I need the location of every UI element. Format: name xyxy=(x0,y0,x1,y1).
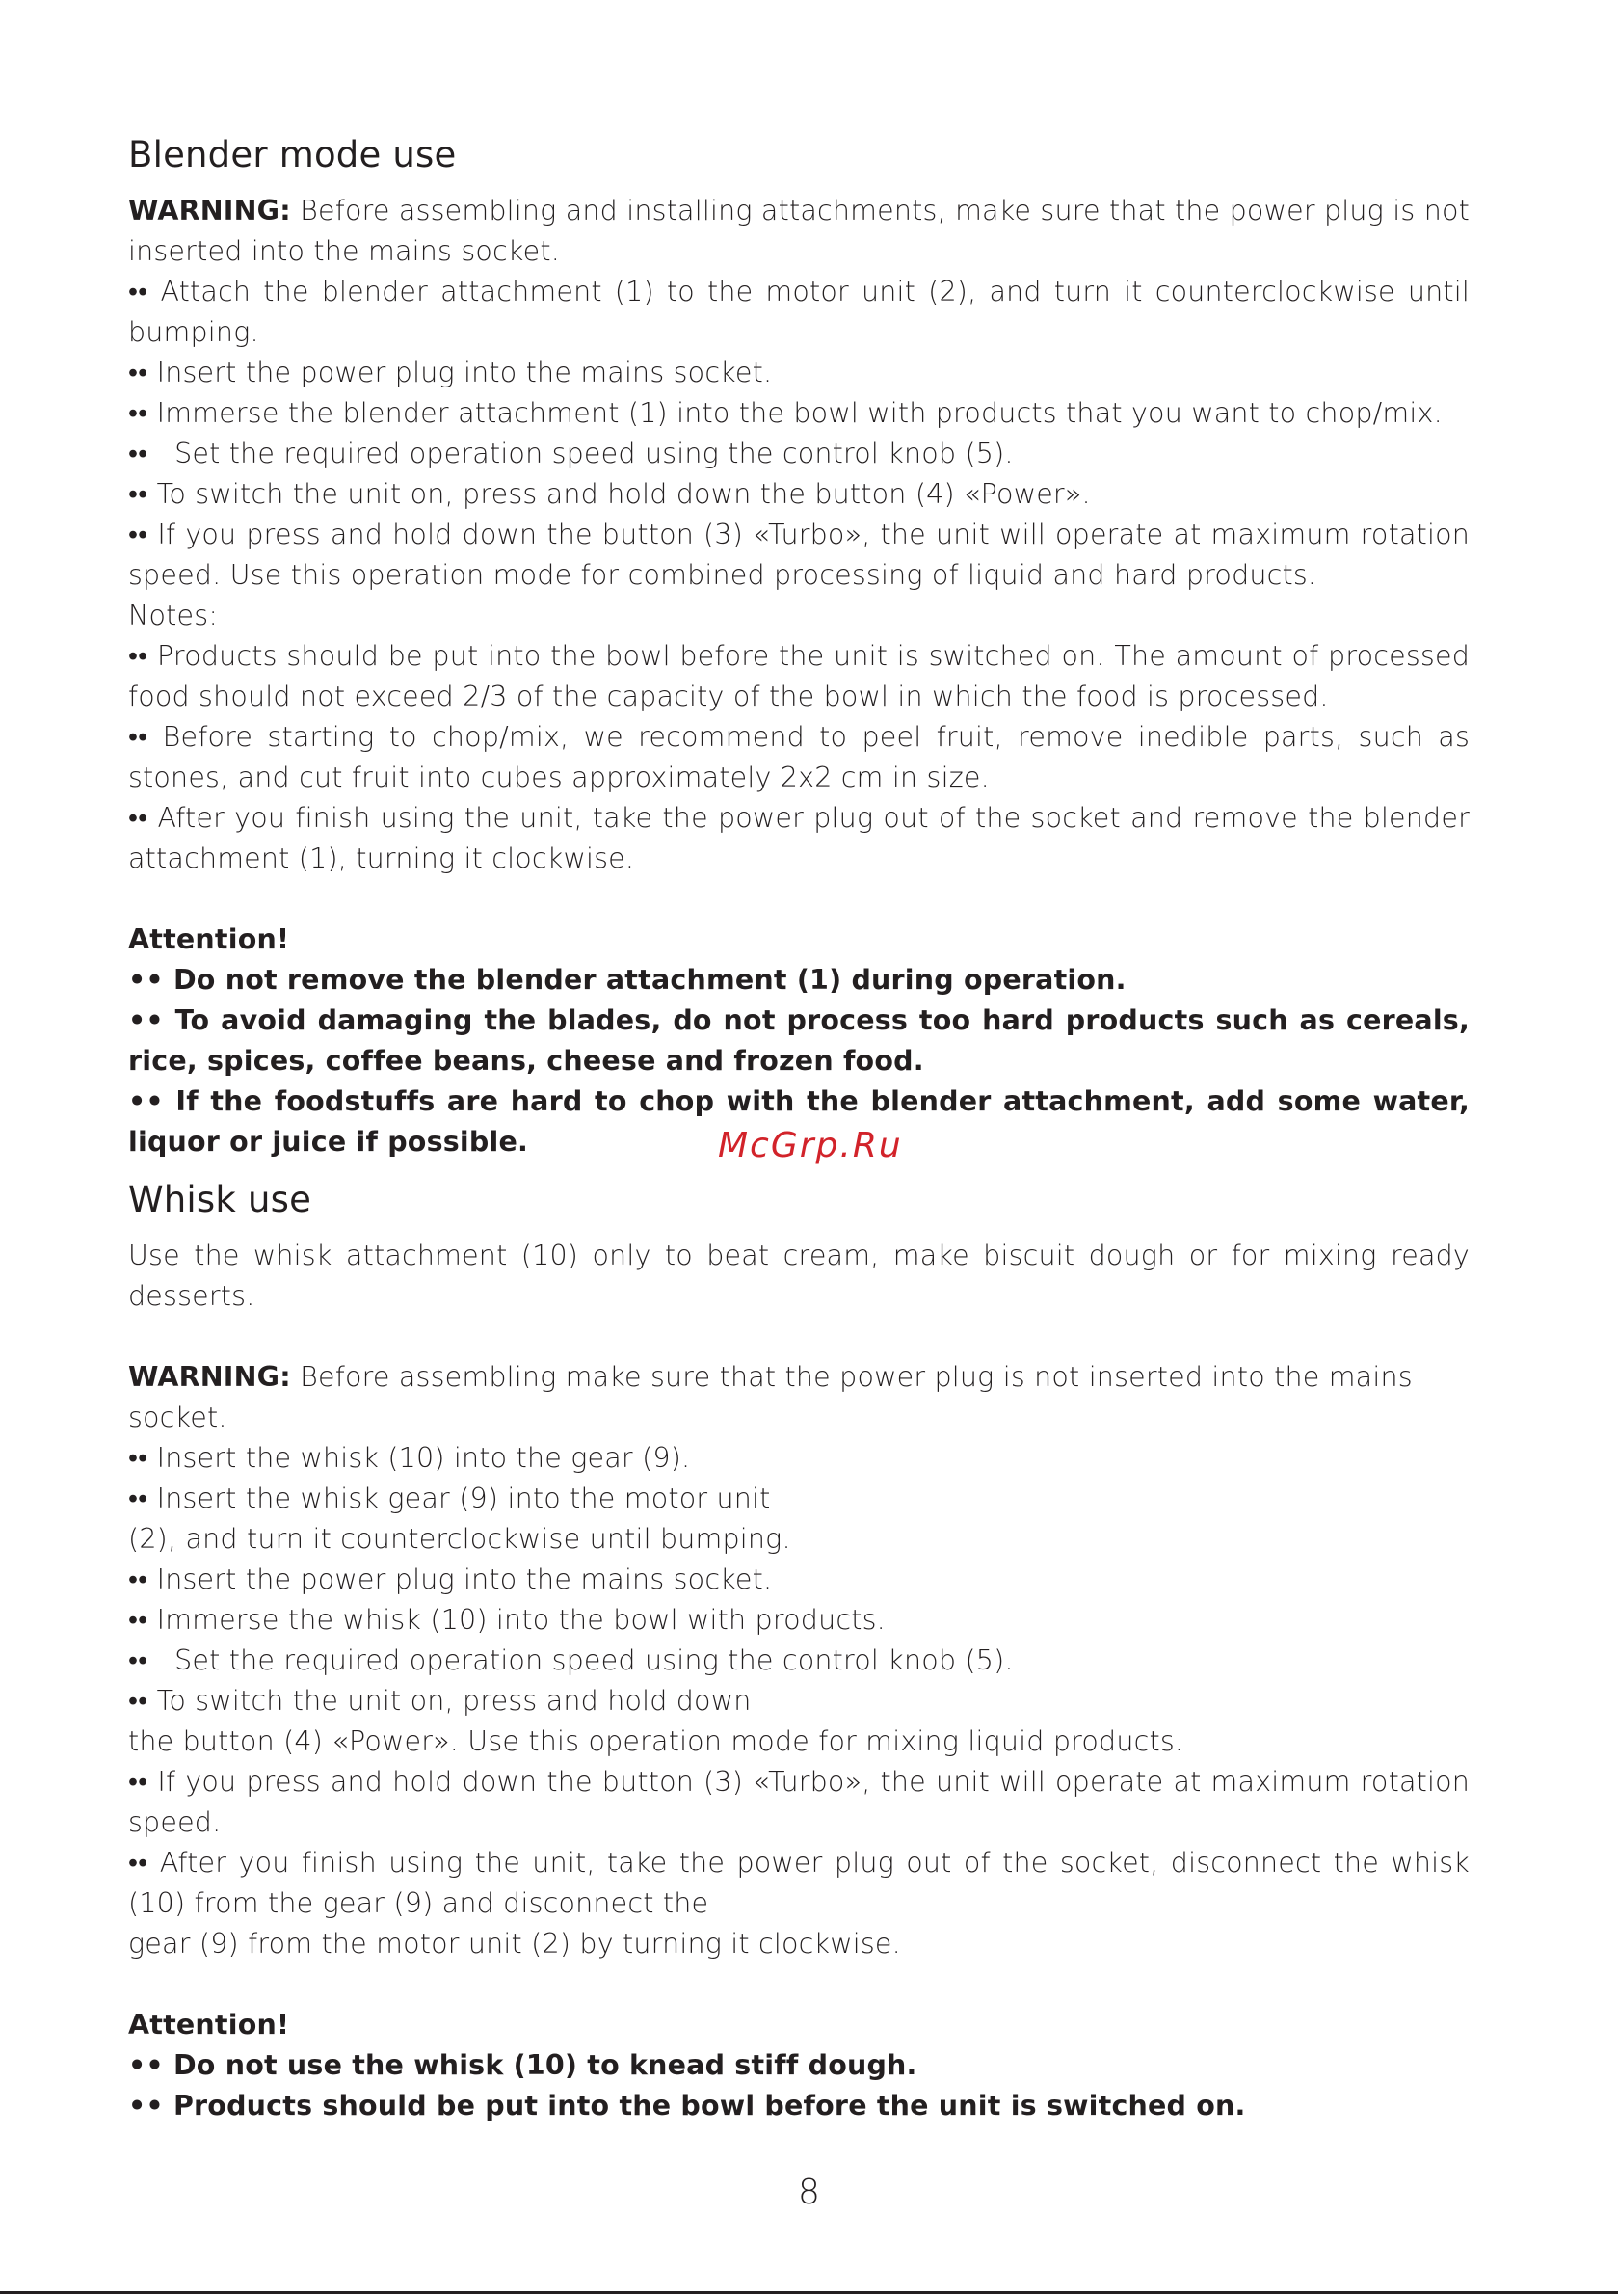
whisk-warning xyxy=(128,1357,1470,1438)
blender-step: •• If you press and hold down the button (3) «Turbo», the unit will operate at maximum rotation speed. Use this operation mode for combined processing of liquid and hard products. xyxy=(128,519,1470,591)
attention-item: •• Do not use the whisk (10) to knead stiff dough. xyxy=(128,2049,917,2081)
warning-text: Before assembling and installing attachments, make sure that the power plug is not inserted into the mains socket. xyxy=(128,195,1470,267)
blender-section xyxy=(128,131,1470,1162)
blender-step: •• Immerse the blender attachment (1) into the bowl with products that you want to chop/mix. xyxy=(128,397,1443,429)
blender-note: •• Products should be put into the bowl before the unit is switched on. The amount of processed food should not exceed 2/3 of the capacity of the bowl in which the food is processed. xyxy=(128,640,1470,712)
page-number: 8 xyxy=(798,2173,820,2212)
notes-label: Notes: xyxy=(128,600,219,631)
bottom-divider xyxy=(0,2291,1618,2294)
whisk-intro: Use the whisk attachment (10) only to beat cream, make biscuit dough or for mixing ready desserts. xyxy=(128,1240,1470,1312)
blender-section-title: Blender mode use xyxy=(128,134,457,175)
attention-item: •• Products should be put into the bowl before the unit is switched on. xyxy=(128,2090,1246,2122)
attention-item: •• Do not remove the blender attachment (1) during operation. xyxy=(128,964,1127,996)
whisk-section xyxy=(128,1176,1470,2126)
whisk-step: •• Insert the whisk (10) into the gear (9). xyxy=(128,1442,691,1474)
warning-text: Before assembling make sure that the power plug is not inserted into the mains socket. xyxy=(128,1361,1413,1433)
attention-title: Attention! xyxy=(128,923,290,955)
whisk-step: (2), and turn it counterclockwise until bumping. xyxy=(128,1523,791,1555)
whisk-step: •• To switch the unit on, press and hold down xyxy=(128,1685,752,1717)
whisk-step: •• After you finish using the unit, take the power plug out of the socket, disconnect the whisk (10) from the gear (9) and disconnect the xyxy=(128,1847,1470,1919)
attention-title: Attention! xyxy=(128,2009,290,2041)
whisk-step: •• Insert the whisk gear (9) into the motor unit xyxy=(128,1482,771,1514)
whisk-step: •• Immerse the whisk (10) into the bowl with products. xyxy=(128,1604,886,1636)
blender-step: •• Set the required operation speed using the control knob (5). xyxy=(128,438,1014,469)
blender-note: •• Before starting to chop/mix, we recommend to peel fruit, remove inedible parts, such as stones, and cut fruit into cubes approximately 2x2 cm in size. xyxy=(128,721,1470,793)
whisk-step: the button (4) «Power». Use this operation mode for mixing liquid products. xyxy=(128,1725,1184,1757)
spacer xyxy=(128,1317,1470,1357)
whisk-section-title: Whisk use xyxy=(128,1179,312,1220)
spacer xyxy=(128,1964,1470,2005)
warning-label: WARNING: xyxy=(128,1361,291,1393)
warning-label: WARNING: xyxy=(128,195,291,227)
whisk-step: •• If you press and hold down the button (3) «Turbo», the unit will operate at maximum rotation speed. xyxy=(128,1766,1470,1838)
attention-item: •• If the foodstuffs are hard to chop with the blender attachment, add some water, liquor or juice if possible. xyxy=(128,1085,1470,1158)
blender-step: •• Attach the blender attachment (1) to the motor unit (2), and turn it counterclockwise until bumping. xyxy=(128,276,1470,348)
watermark-link[interactable]: McGrp.Ru xyxy=(718,1126,903,1165)
whisk-step: •• Set the required operation speed using the control knob (5). xyxy=(128,1644,1014,1676)
whisk-step: •• Insert the power plug into the mains socket. xyxy=(128,1563,773,1595)
spacer xyxy=(128,879,1470,920)
whisk-attention xyxy=(128,2005,1470,2126)
blender-warning xyxy=(128,191,1470,272)
whisk-step: gear (9) from the motor unit (2) by turning it clockwise. xyxy=(128,1928,901,1960)
attention-item: •• To avoid damaging the blades, do not process too hard products such as cereals, rice, spices, coffee beans, cheese and frozen food. xyxy=(128,1004,1470,1077)
blender-step: •• To switch the unit on, press and hold down the button (4) «Power». xyxy=(128,478,1091,510)
blender-note: •• After you finish using the unit, take the power plug out of the socket and remove the blender attachment (1), turning it clockwise. xyxy=(128,802,1470,874)
blender-step: •• Insert the power plug into the mains socket. xyxy=(128,357,773,388)
